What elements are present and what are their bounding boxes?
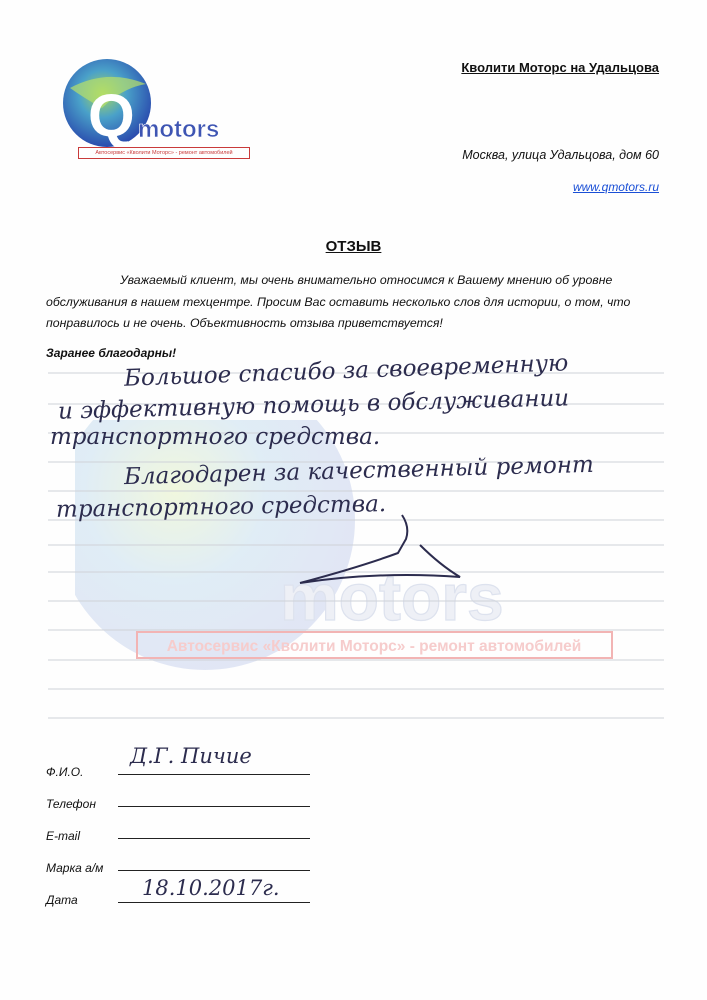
car-label: Марка а/м	[46, 861, 104, 875]
signature	[260, 505, 480, 595]
fio-label: Ф.И.О.	[46, 765, 84, 779]
review-line-4: Благодарен за качественный ремонт	[123, 451, 595, 491]
review-line-1: Большое спасибо за своевременную	[123, 350, 569, 392]
phone-label: Телефон	[46, 797, 96, 811]
car-field[interactable]	[118, 870, 310, 871]
svg-text:motors: motors	[280, 560, 504, 634]
phone-field[interactable]	[118, 806, 310, 807]
date-field[interactable]	[118, 902, 310, 903]
date-label: Дата	[46, 893, 78, 907]
company-address: Москва, улица Удальцова, дом 60	[462, 148, 659, 162]
fio-value: Д.Г. Пичие	[130, 744, 252, 768]
intro-text: Уважаемый клиент, мы очень внимательно относимся к Вашему мнению об уровне обслуживания в нашем техцентре. Просим Вас оставить несколько слов для истории, о том, что понравилось и не очень. Объективность отзыва приветствуется!	[46, 273, 631, 330]
thanks-text: Заранее благодарны!	[46, 346, 177, 360]
email-field[interactable]	[118, 838, 310, 839]
svg-text:motors: motors	[138, 116, 220, 143]
website-link[interactable]: www.qmotors.ru	[572, 180, 659, 194]
logo-tagline: Автосервис «Кволити Моторс» - ремонт автомобилей	[78, 147, 250, 159]
fio-field[interactable]	[118, 774, 310, 775]
date-value: 18.10.2017г.	[142, 876, 280, 900]
review-line-5: транспортного средства.	[55, 491, 387, 523]
svg-text:Автосервис «Кволити Моторс» -: Автосервис «Кволити Моторс» - ремонт автомобилей	[166, 638, 582, 655]
email-label: E-mail	[46, 829, 81, 843]
svg-text:Q: Q	[88, 82, 135, 149]
review-line-2: и эффективную помощь в обслуживании	[57, 385, 570, 425]
company-name: Кволити Моторс на Удальцова	[461, 60, 659, 75]
form-title: ОТЗЫВ	[325, 238, 382, 255]
review-line-3: транспортного средства.	[50, 424, 381, 450]
